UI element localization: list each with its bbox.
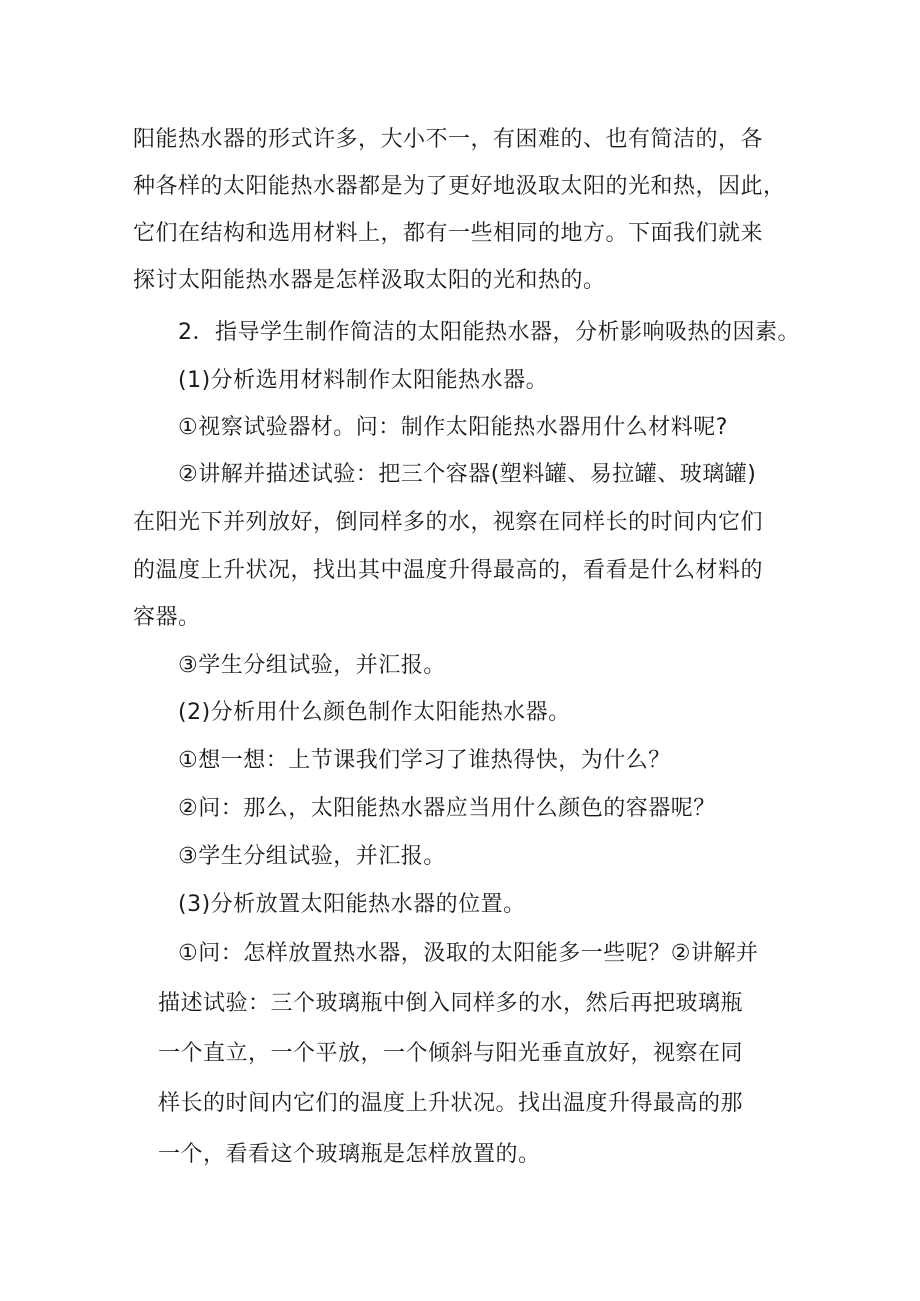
text-line-7: ①视察试验器材。问：制作太阳能热水器用什么材料呢?	[178, 415, 728, 440]
text-line-17: (3)分析放置太阳能热水器的位置。	[178, 892, 526, 917]
text-line-6: (1)分析选用材料制作太阳能热水器。	[178, 368, 549, 393]
text-line-9: 在阳光下并列放好，倒同样多的水，视察在同样长的时间内它们	[133, 510, 764, 535]
text-line-12: ③学生分组试验，并汇报。	[178, 653, 446, 678]
text-line-19: 描述试验：三个玻璃瓶中倒入同样多的水，然后再把玻璃瓶	[158, 991, 744, 1016]
text-line-8: ②讲解并描述试验：把三个容器(塑料罐、易拉罐、玻璃罐)	[178, 462, 757, 487]
text-line-5: 2．指导学生制作简洁的太阳能热水器，分析影响吸热的因素。	[178, 320, 800, 345]
text-line-18: ①问：怎样放置热水器，汲取的太阳能多一些呢？②讲解并	[178, 941, 759, 966]
text-line-4: 探讨太阳能热水器是怎样汲取太阳的光和热的。	[133, 268, 606, 293]
text-line-2: 种各样的太阳能热水器都是为了更好地汲取太阳的光和热，因此，	[133, 174, 786, 199]
text-line-22: 一个，看看这个玻璃瓶是怎样放置的。	[158, 1142, 541, 1167]
text-line-10: 的温度上升状况，找出其中温度升得最高的，看看是什么材料的	[133, 558, 764, 583]
text-line-15: ②问：那么，太阳能热水器应当用什么颜色的容器呢？	[178, 796, 716, 821]
text-line-1: 阳能热水器的形式许多，大小不一，有困难的、也有简洁的，各	[133, 127, 764, 152]
text-line-16: ③学生分组试验，并汇报。	[178, 844, 446, 869]
text-line-3: 它们在结构和选用材料上，都有一些相同的地方。下面我们就来	[133, 221, 764, 246]
text-line-14: ①想一想：上节课我们学习了谁热得快，为什么？	[178, 748, 671, 773]
text-line-13: (2)分析用什么颜色制作太阳能热水器。	[178, 700, 571, 725]
text-line-11: 容器。	[133, 605, 201, 630]
text-line-21: 样长的时间内它们的温度上升状况。找出温度升得最高的那	[158, 1091, 744, 1116]
text-line-20: 一个直立，一个平放，一个倾斜与阳光垂直放好，视察在同	[158, 1041, 744, 1066]
